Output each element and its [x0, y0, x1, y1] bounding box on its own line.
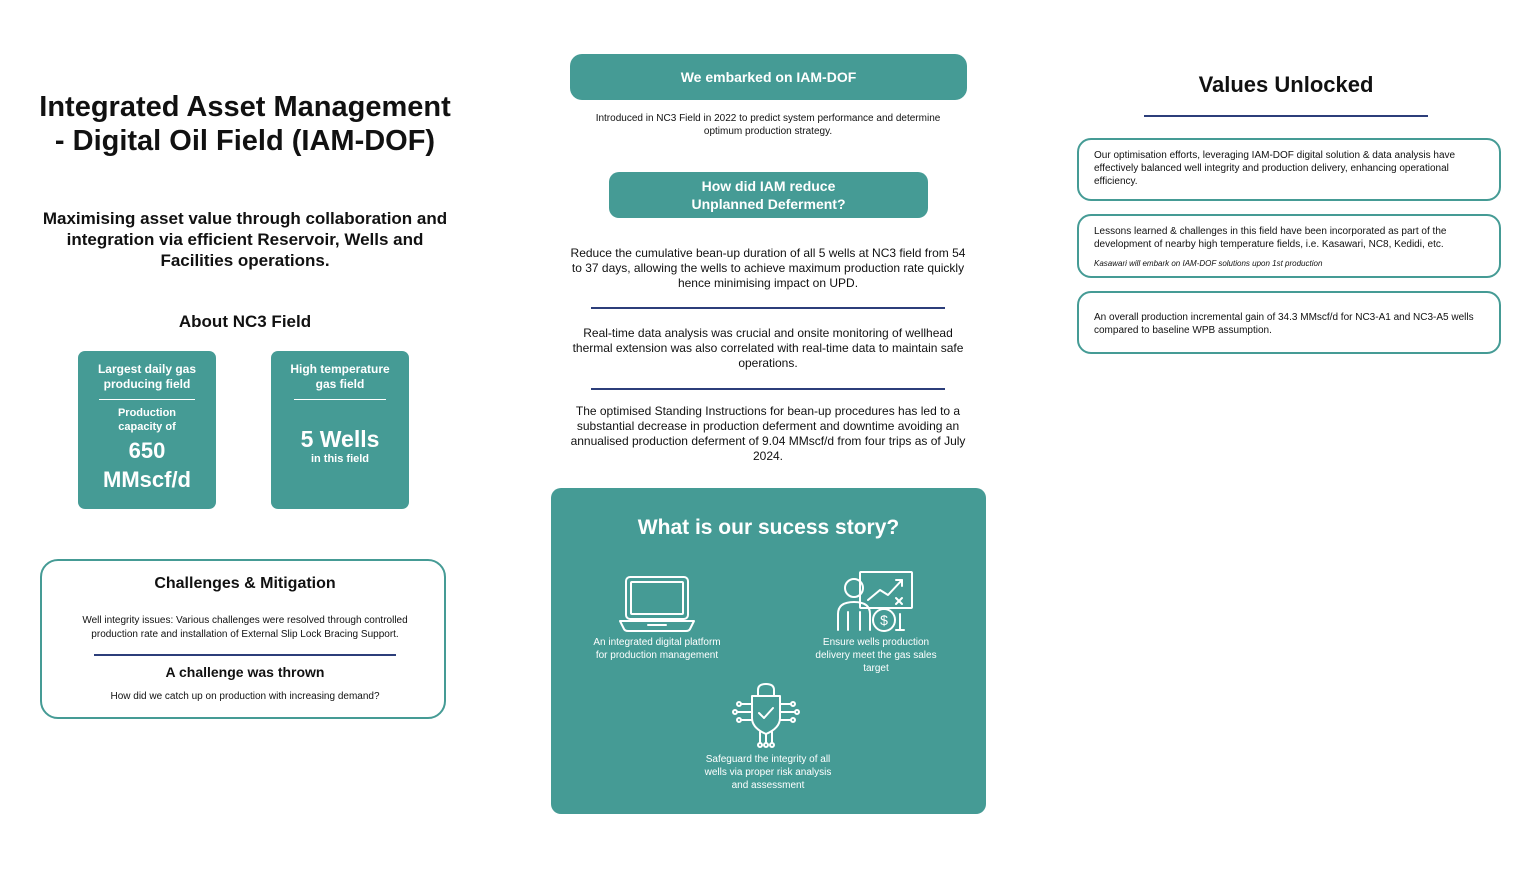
value-card-note: Kasawari will embark on IAM-DOF solutions upon 1st production — [1094, 259, 1323, 268]
reduce-banner-line-2: Unplanned Deferment? — [691, 196, 846, 212]
success-caption-delivery: Ensure wells production delivery meet the gas sales target — [815, 637, 937, 674]
reduce-paragraph-bean-up: Reduce the cumulative bean-up duration of all 5 wells at NC3 field from 54 to 37 days, allowing the wells to achieve maximum production rate quickly hence minimising impact on UPD. — [570, 246, 966, 290]
reduce-deferment-banner — [609, 172, 928, 218]
embarked-banner — [570, 54, 967, 100]
stat-card-label: in this field — [310, 453, 370, 465]
page-title-line-1: Integrated Asset Management — [39, 91, 451, 123]
stat-card-divider — [99, 399, 195, 400]
success-caption-integrity: Safeguard the integrity of all wells via proper risk analysis and assessment — [704, 754, 832, 791]
page-title-line-2: - Digital Oil Field (IAM-DOF) — [54, 125, 436, 157]
stat-card-divider — [294, 399, 386, 400]
value-card-production-gain — [1077, 291, 1501, 354]
challenges-heading: Challenges & Mitigation — [154, 575, 336, 592]
value-card-text: Lessons learned & challenges in this field have been incorporated as part of the development of nearby high temperature fields, i.e. Kasawari, NC8, Kedidi, etc. — [1094, 226, 1447, 250]
reduce-divider — [591, 388, 945, 390]
value-card-text: Our optimisation efforts, leveraging IAM-DOF digital solution & data analysis have effectively balanced well integrity and production delivery, enhancing operational efficiency. — [1094, 150, 1456, 187]
values-divider — [1144, 115, 1428, 117]
value-card-optimisation — [1077, 138, 1501, 201]
stat-card-heading: Largest daily gas producing field — [97, 362, 197, 391]
value-card-text: An overall production incremental gain of 34.3 MMscf/d for NC3-A1 and NC3-A5 wells compared to baseline WPB assumption. — [1094, 312, 1474, 336]
stat-card-label: Production capacity of — [117, 407, 177, 433]
about-heading: About NC3 Field — [178, 312, 312, 331]
shield-lock-icon — [730, 680, 802, 748]
challenge-thrown-heading: A challenge was thrown — [165, 664, 325, 680]
success-caption-platform: An integrated digital platform for production management — [593, 637, 721, 661]
stat-card-heading: High temperature gas field — [290, 362, 390, 391]
reduce-banner-line-1: How did IAM reduce — [701, 178, 836, 194]
challenges-text: Well integrity issues: Various challenges were resolved through controlled production rate and installation of External Slip Lock Bracing Support. — [82, 615, 408, 640]
embarked-banner-label: We embarked on IAM-DOF — [680, 69, 857, 85]
stat-card-high-temperature — [271, 351, 409, 509]
svg-text:$: $ — [880, 612, 888, 628]
page-subtitle: Maximising asset value through collaboration and integration via efficient Reservoir, Wells and Facilities operations. — [42, 209, 448, 270]
reduce-paragraph-standing-instructions: The optimised Standing Instructions for bean-up procedures has led to a substantial decrease in production deferment and downtime avoiding an annualised production deferment of 9.04 MMscf/d from four trips as of July 2024. — [570, 404, 966, 463]
page-title — [10, 90, 480, 158]
embarked-text: Introduced in NC3 Field in 2022 to predict system performance and determine optimum production strategy. — [595, 113, 941, 137]
person-chart-icon — [832, 568, 916, 634]
success-story-heading: What is our sucess story? — [637, 516, 900, 539]
stat-card-unit: MMscf/d — [103, 467, 191, 492]
stat-card-value: 650 — [128, 438, 166, 463]
laptop-icon — [618, 574, 696, 634]
challenge-thrown-text: How did we catch up on production with increasing demand? — [110, 691, 380, 702]
stat-card-gas-producing — [78, 351, 216, 509]
reduce-divider — [591, 307, 945, 309]
values-heading: Values Unlocked — [1198, 72, 1374, 97]
challenges-divider — [94, 654, 396, 656]
stat-card-value: 5 Wells — [300, 426, 380, 452]
value-card-lessons-learned — [1077, 214, 1501, 278]
reduce-paragraph-real-time: Real-time data analysis was crucial and onsite monitoring of wellhead thermal extension was also correlated with real-time data to maintain safe operations. — [572, 326, 964, 370]
